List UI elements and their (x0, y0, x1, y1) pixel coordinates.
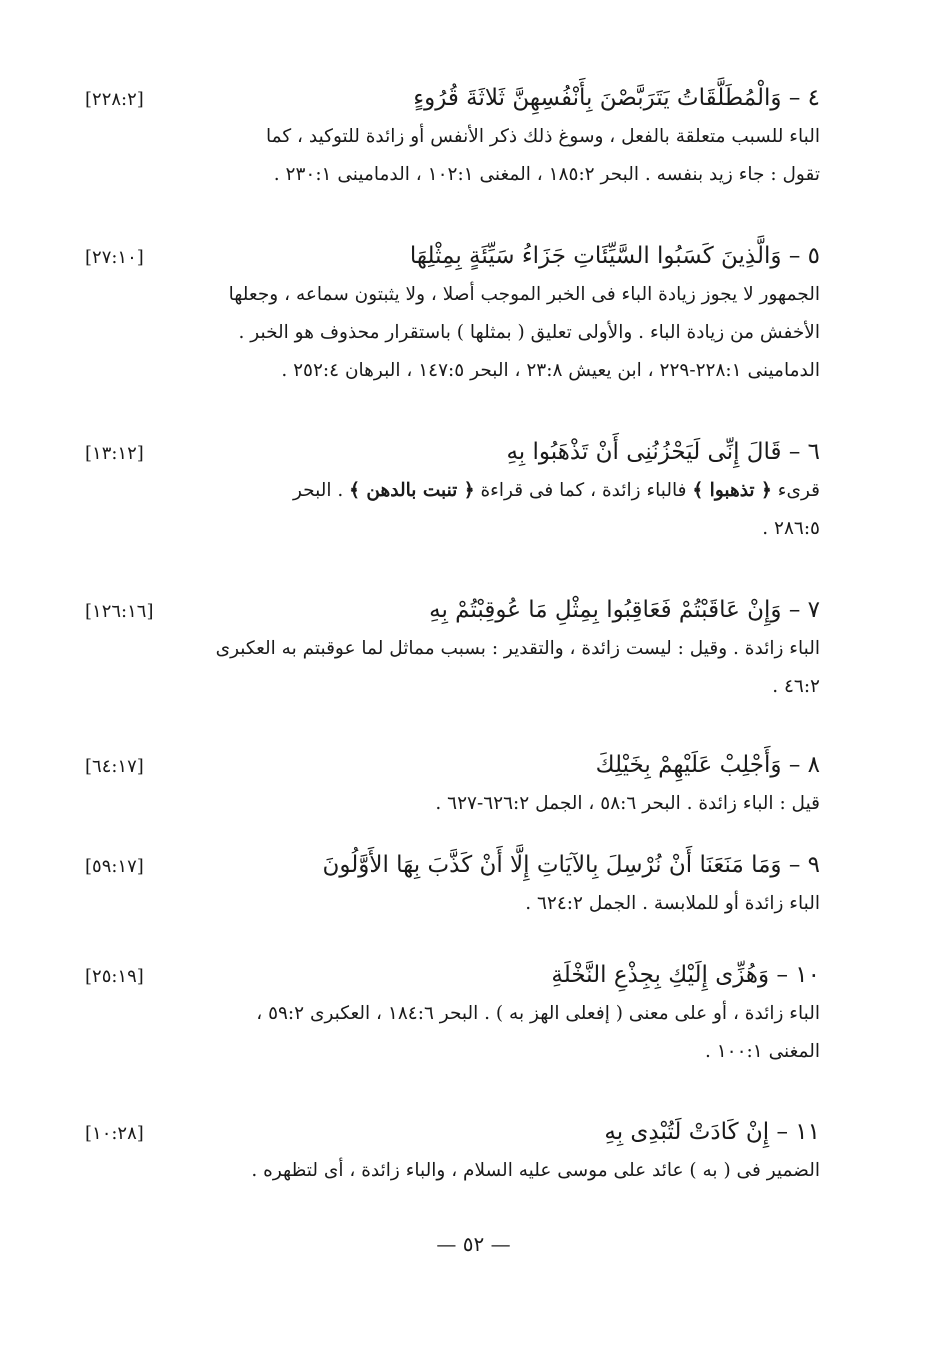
commentary (85, 276, 820, 390)
commentary-line: الباء زائدة ، أو على معنى ( إفعلى الهز به ) . البحر ١٨٤:٦ ، العكبرى ٥٩:٢ ، (256, 1003, 820, 1024)
commentary-line: الدمامينى ٢٢٨:١-٢٢٩ ، ابن يعيش ٢٣:٨ ، البحر ١٤٧:٥ ، البرهان ٢٥٢:٤ . (281, 360, 820, 381)
verse-text: وَمَا مَنَعَنَا أَنْ نُرْسِلَ بِالآيَاتِ إِلَّا أَنْ كَذَّبَ بِهَا الأَوَّلُونَ (322, 852, 782, 878)
entry-number: ١٠ (795, 962, 820, 988)
page-number: — ٥٢ — (436, 1232, 511, 1256)
verse-text: قَالَ إِنِّى لَيَحْزُنُنِى أَنْ تَذْهَبُوا بِهِ (506, 439, 782, 465)
quoted-reading: ﴿ تنبت بالدهن ﴾ (349, 480, 475, 501)
verse-reference: [٢٥:١٩] (85, 966, 144, 987)
entry-4 (85, 78, 820, 194)
quoted-reading: ﴿ تذهبوا ﴾ (692, 480, 772, 501)
commentary-line: الباء زائدة . وقيل : ليست زائدة ، والتقدير : بسبب مماثل لما عوقبتم به العكبرى (215, 638, 820, 659)
verse-reference: [١٠:٢٨] (85, 1123, 144, 1144)
commentary (85, 885, 820, 923)
verse-text: وَالَّذِينَ كَسَبُوا السَّيِّئَاتِ جَزَاءُ سَيِّئَةٍ بِمِثْلِهَا (409, 243, 782, 269)
entry-5 (85, 236, 820, 390)
entry-8 (85, 745, 820, 823)
verse-text: وَإِنْ عَاقَبْتُمْ فَعَاقِبُوا بِمِثْلِ مَا عُوقِبْتُمْ بِهِ (429, 597, 782, 623)
verse-reference: [١٢٦:١٦] (85, 601, 154, 622)
commentary (85, 472, 820, 548)
entry-9 (85, 845, 820, 923)
commentary-line: الجمهور لا يجوز زيادة الباء فى الخبر الموجب أصلا ، ولا يثبتون سماعه ، وجعلها (228, 284, 820, 305)
entry-6 (85, 432, 820, 548)
commentary-line: تقول : جاء زيد بنفسه . البحر ١٨٥:٢ ، المغنى ١٠٢:١ ، الدمامينى ٢٣٠:١ . (273, 164, 820, 185)
commentary (85, 785, 820, 823)
commentary (85, 995, 820, 1071)
commentary-line: قيل : الباء زائدة . البحر ٥٨:٦ ، الجمل ٦٢٦:٢-٦٢٧ . (435, 793, 820, 814)
commentary-line: الضمير فى ( به ) عائد على موسى عليه السلام ، والباء زائدة ، أى لتظهره . (251, 1160, 820, 1181)
commentary-line: الباء للسبب متعلقة بالفعل ، وسوغ ذلك ذكر الأنفس أو زائدة للتوكيد ، كما (265, 126, 820, 147)
entry-number: ٤ (807, 85, 820, 111)
verse-line: ٤ – وَالْمُطَلَّقَاتُ يَتَرَبَّصْنَ بِأَنْفُسِهِنَّ ثَلاثَةَ قُرُوءٍ [٢٢٨:٢] (85, 85, 820, 111)
verse-line: ١٠ – وَهُزِّى إِلَيْكِ بِجِذْعِ النَّخْلَةِ [٢٥:١٩] (85, 962, 820, 988)
commentary (85, 630, 820, 706)
verse-text: وَهُزِّى إِلَيْكِ بِجِذْعِ النَّخْلَةِ (551, 962, 770, 988)
verse-line: ٦ – قَالَ إِنِّى لَيَحْزُنُنِى أَنْ تَذْهَبُوا بِهِ [١٣:١٢] (85, 439, 820, 465)
verse-line: ٨ – وَأَجْلِبْ عَلَيْهِمْ بِخَيْلِكَ [٦٤:١٧] (85, 752, 820, 778)
entry-10 (85, 955, 820, 1071)
verse-text: وَالْمُطَلَّقَاتُ يَتَرَبَّصْنَ بِأَنْفُسِهِنَّ ثَلاثَةَ قُرُوءٍ (413, 85, 782, 111)
entry-11 (85, 1112, 820, 1190)
verse-line: ٩ – وَمَا مَنَعَنَا أَنْ نُرْسِلَ بِالآيَاتِ إِلَّا أَنْ كَذَّبَ بِهَا الأَوَّلُونَ [٥٩:١٧] (85, 852, 820, 878)
entry-number: ٧ (807, 597, 820, 623)
entry-number: ٦ (807, 439, 820, 465)
commentary (85, 1152, 820, 1190)
entry-7 (85, 590, 820, 706)
commentary (85, 118, 820, 194)
commentary-line: قرىء ﴿ تذهبوا ﴾ فالباء زائدة ، كما فى قراءة ﴿ تنبت بالدهن ﴾ . البحر (292, 480, 820, 501)
verse-reference: [٢٧:١٠] (85, 247, 144, 268)
commentary-line: ٤٦:٢ . (772, 676, 820, 697)
entry-number: ٩ (807, 852, 820, 878)
verse-text: إِنْ كَادَتْ لَتُبْدِى بِهِ (604, 1119, 770, 1145)
entry-number: ٨ (807, 752, 820, 778)
verse-line: ١١ – إِنْ كَادَتْ لَتُبْدِى بِهِ [١٠:٢٨] (85, 1119, 820, 1145)
entry-number: ١١ (795, 1119, 820, 1145)
commentary-line: ٢٨٦:٥ . (762, 518, 820, 539)
verse-reference: [٥٩:١٧] (85, 856, 144, 877)
commentary-line: المغنى ١٠٠:١ . (704, 1041, 820, 1062)
entry-number: ٥ (807, 243, 820, 269)
verse-reference: [٦٤:١٧] (85, 756, 144, 777)
commentary-line: الأخفش من زيادة الباء . والأولى تعليق ( بمثلها ) باستقرار محذوف هو الخبر . (238, 322, 820, 343)
verse-line: ٧ – وَإِنْ عَاقَبْتُمْ فَعَاقِبُوا بِمِثْلِ مَا عُوقِبْتُمْ بِهِ [١٢٦:١٦] (85, 597, 820, 623)
verse-line: ٥ – وَالَّذِينَ كَسَبُوا السَّيِّئَاتِ جَزَاءُ سَيِّئَةٍ بِمِثْلِهَا [٢٧:١٠] (85, 243, 820, 269)
commentary-line: الباء زائدة أو للملابسة . الجمل ٦٢٤:٢ . (525, 893, 820, 914)
verse-reference: [١٣:١٢] (85, 443, 144, 464)
verse-text: وَأَجْلِبْ عَلَيْهِمْ بِخَيْلِكَ (595, 752, 782, 778)
verse-reference: [٢٢٨:٢] (85, 89, 144, 110)
